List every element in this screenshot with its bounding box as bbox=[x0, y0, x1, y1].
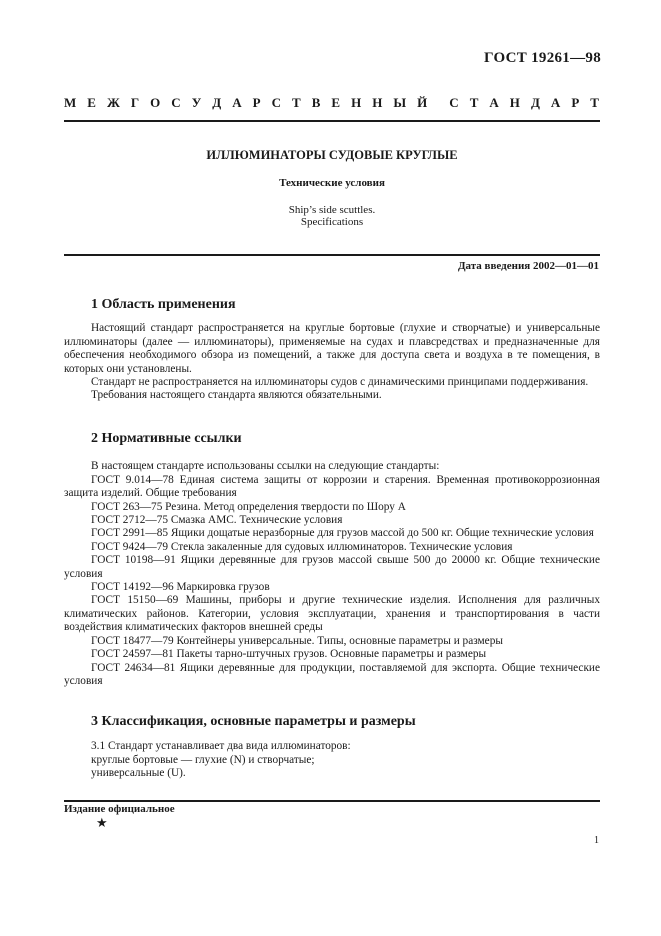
section-2 bbox=[64, 432, 600, 688]
label-letter: Н bbox=[351, 95, 362, 110]
label-letter: Ы bbox=[393, 95, 407, 110]
label-letter: У bbox=[191, 95, 202, 110]
label-letter: В bbox=[311, 95, 321, 110]
reference-item: ГОСТ 24597—81 Пакеты тарно-штучных грузов. Основные параметры и размеры bbox=[91, 648, 487, 661]
section-heading: 1 Область применения bbox=[91, 297, 236, 312]
label-letter: Д bbox=[530, 95, 540, 110]
title-rule bbox=[64, 254, 600, 256]
standard-code: ГОСТ 19261—98 bbox=[483, 50, 601, 66]
reference-item: ГОСТ 9424—79 Стекла закаленные для судовых иллюминаторов. Технические условия bbox=[91, 540, 513, 553]
label-letter: Д bbox=[212, 95, 222, 110]
english-title-line: Ship’s side scuttles. bbox=[288, 204, 376, 216]
page-number: 1 bbox=[594, 835, 599, 846]
reference-item: ГОСТ 15150—69 Машины, приборы и другие технические изделия. Исполнения для различных климатических районов. Категории, условия эксплуатации, хранения и транспортирования в части воздействия климатических факторов внешней среды bbox=[64, 594, 600, 634]
official-edition-label: Издание официальное bbox=[64, 803, 175, 815]
reference-item: ГОСТ 9.014—78 Единая система защиты от коррозии и старения. Временная противокоррозионная защита изделий. Общие требования bbox=[64, 473, 600, 500]
reference-item: ГОСТ 14192—96 Маркировка грузов bbox=[91, 581, 270, 594]
label-letter: Й bbox=[417, 95, 428, 110]
label-letter: Е bbox=[331, 95, 341, 110]
label-letter: Ж bbox=[106, 95, 120, 110]
document-subtitle: Технические условия bbox=[279, 177, 385, 189]
paragraph: 3.1 Стандарт устанавливает два вида иллюминаторов: bbox=[91, 740, 351, 753]
label-letter: Н bbox=[509, 95, 520, 110]
label-letter: М bbox=[64, 95, 77, 110]
reference-item: ГОСТ 18477—79 Контейнеры универсальные. Типы, основные параметры и размеры bbox=[91, 634, 503, 647]
paragraph: универсальные (U). bbox=[91, 767, 186, 780]
label-letter: А bbox=[232, 95, 242, 110]
label-letter: Р bbox=[252, 95, 261, 110]
footer-rule bbox=[64, 800, 600, 802]
introduction-date: Дата введения 2002—01—01 bbox=[457, 260, 599, 272]
paragraph: Настоящий стандарт распространяется на круглые бортовые (глухие и створчатые) и универсальные иллюминаторы (далее — иллюминаторы), применяемые на судах и плавсредствах и предназначенные для обеспечения необходимого обзора из помещений, а также для доступа света и воздуха в те помещения, в которых они установлены. bbox=[64, 322, 600, 375]
header-rule bbox=[64, 120, 600, 122]
label-letter: Е bbox=[87, 95, 96, 110]
english-title bbox=[64, 204, 600, 228]
label-letter: Т bbox=[469, 95, 479, 110]
label-letter: Н bbox=[372, 95, 383, 110]
label-letter: С bbox=[171, 95, 181, 110]
reference-item: ГОСТ 263—75 Резина. Метод определения твердости по Шору А bbox=[91, 500, 406, 513]
label-letter: Т bbox=[292, 95, 301, 110]
reference-item: ГОСТ 2712—75 Смазка АМС. Технические условия bbox=[91, 514, 343, 527]
interstate-standard-label bbox=[64, 95, 599, 111]
section-heading: 2 Нормативные ссылки bbox=[91, 431, 242, 446]
paragraph: круглые бортовые — глухие (N) и створчатые; bbox=[91, 753, 315, 766]
label-letter: С bbox=[271, 95, 281, 110]
paragraph: Стандарт не распространяется на иллюминаторы судов с динамическими принципами поддерживания. bbox=[91, 376, 589, 389]
star-icon: ★ bbox=[96, 815, 108, 830]
section-3 bbox=[64, 715, 600, 781]
label-letter: Г bbox=[130, 95, 140, 110]
section-1 bbox=[64, 298, 600, 403]
label-letter: С bbox=[449, 95, 459, 110]
paragraph: Требования настоящего стандарта являются обязательными. bbox=[91, 389, 382, 402]
document-title: ИЛЛЮМИНАТОРЫ СУДОВЫЕ КРУГЛЫЕ bbox=[206, 148, 458, 162]
label-letter: А bbox=[489, 95, 499, 110]
reference-item: ГОСТ 10198—91 Ящики деревянные для грузов массой свыше 500 до 20000 кг. Общие технические условия bbox=[64, 554, 600, 580]
label-letter: О bbox=[150, 95, 161, 110]
paragraph: В настоящем стандарте использованы ссылки на следующие стандарты: bbox=[91, 460, 440, 473]
reference-item: ГОСТ 24634—81 Ящики деревянные для продукции, поставляемой для экспорта. Общие технические условия bbox=[64, 661, 600, 687]
label-letter: А bbox=[550, 95, 561, 110]
label-letter: Р bbox=[571, 95, 580, 110]
label-letter: Т bbox=[590, 95, 599, 110]
section-heading: 3 Классификация, основные параметры и размеры bbox=[91, 714, 416, 729]
reference-item: ГОСТ 2991—85 Ящики дощатые неразборные для грузов массой до 500 кг. Общие технические условия bbox=[91, 527, 594, 540]
english-title-line: Specifications bbox=[300, 216, 364, 228]
